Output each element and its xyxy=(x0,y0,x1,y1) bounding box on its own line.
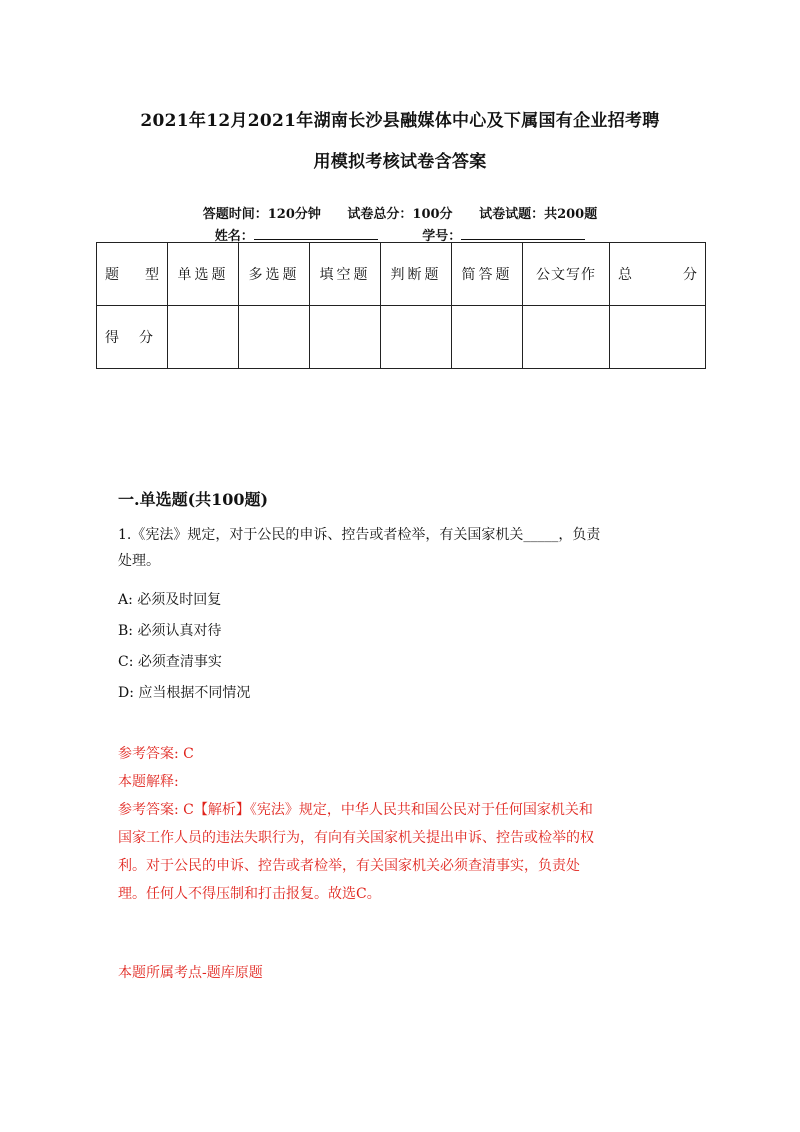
explanation-label: 本题解释: xyxy=(118,774,179,790)
score-table-score-row xyxy=(97,306,706,369)
score-table-cell: 多选题 xyxy=(239,243,310,306)
score-table-cell: 填空题 xyxy=(310,243,381,306)
section-heading: 一.单选题(共100题) xyxy=(118,490,269,509)
question-stem: 1.《宪法》规定，对于公民的申诉、控告或者检举，有关国家机关_____，负责 处理。 xyxy=(118,527,601,569)
score-input-cell[interactable] xyxy=(239,306,310,369)
exam-meta xyxy=(0,203,800,222)
id-field[interactable] xyxy=(461,227,585,240)
option-d[interactable]: D: 应当根据不同情况 xyxy=(118,685,251,701)
name-field[interactable] xyxy=(254,227,378,240)
score-table-cell: 题 型 xyxy=(97,243,168,306)
score-input-cell[interactable] xyxy=(381,306,452,369)
score-input-cell[interactable] xyxy=(610,306,706,369)
name-label: 姓名： xyxy=(214,229,254,244)
score-input-cell[interactable] xyxy=(452,306,523,369)
option-a[interactable]: A: 必须及时回复 xyxy=(118,592,222,608)
id-label: 学号： xyxy=(422,229,462,244)
option-b[interactable]: B: 必须认真对待 xyxy=(118,623,222,639)
exam-total-score: 试卷总分：100分 xyxy=(347,207,453,222)
explanation-line: 利。对于公民的申诉、控告或者检举，有关国家机关必须查清事实，负责处 xyxy=(118,858,580,874)
score-input-cell[interactable] xyxy=(168,306,239,369)
score-table-cell: 得 分 xyxy=(97,306,168,369)
explanation-line: 国家工作人员的违法失职行为，有向有关国家机关提出申诉、控告或检举的权 xyxy=(118,830,594,846)
score-table-cell: 单选题 xyxy=(168,243,239,306)
question-options xyxy=(118,585,688,709)
exam-time: 答题时间：120分钟 xyxy=(202,207,321,222)
score-table-cell: 简答题 xyxy=(452,243,523,306)
score-input-cell[interactable] xyxy=(310,306,381,369)
explanation-line: 理。任何人不得压制和打击报复。故选C。 xyxy=(118,886,381,902)
score-input-cell[interactable] xyxy=(523,306,610,369)
score-table-cell: 总 分 xyxy=(610,243,706,306)
exam-question-count: 试卷试题：共200题 xyxy=(479,207,598,222)
reference-answer: 参考答案: C xyxy=(118,746,194,762)
score-table-header-row xyxy=(97,243,706,306)
score-table-cell: 判断题 xyxy=(381,243,452,306)
score-table xyxy=(96,242,706,369)
question-source: 本题所属考点-题库原题 xyxy=(118,965,263,981)
score-table-cell: 公文写作 xyxy=(523,243,610,306)
answer-block xyxy=(118,740,688,908)
explanation-line: 参考答案: C【解析】《宪法》规定，中华人民共和国公民对于任何国家机关和 xyxy=(118,802,593,818)
option-c[interactable]: C: 必须查清事实 xyxy=(118,654,222,670)
document-title-line1: 2021年12月2021年湖南长沙县融媒体中心及下属国有企业招考聘 xyxy=(140,111,660,131)
document-title-line2: 用模拟考核试卷含答案 xyxy=(313,152,487,172)
